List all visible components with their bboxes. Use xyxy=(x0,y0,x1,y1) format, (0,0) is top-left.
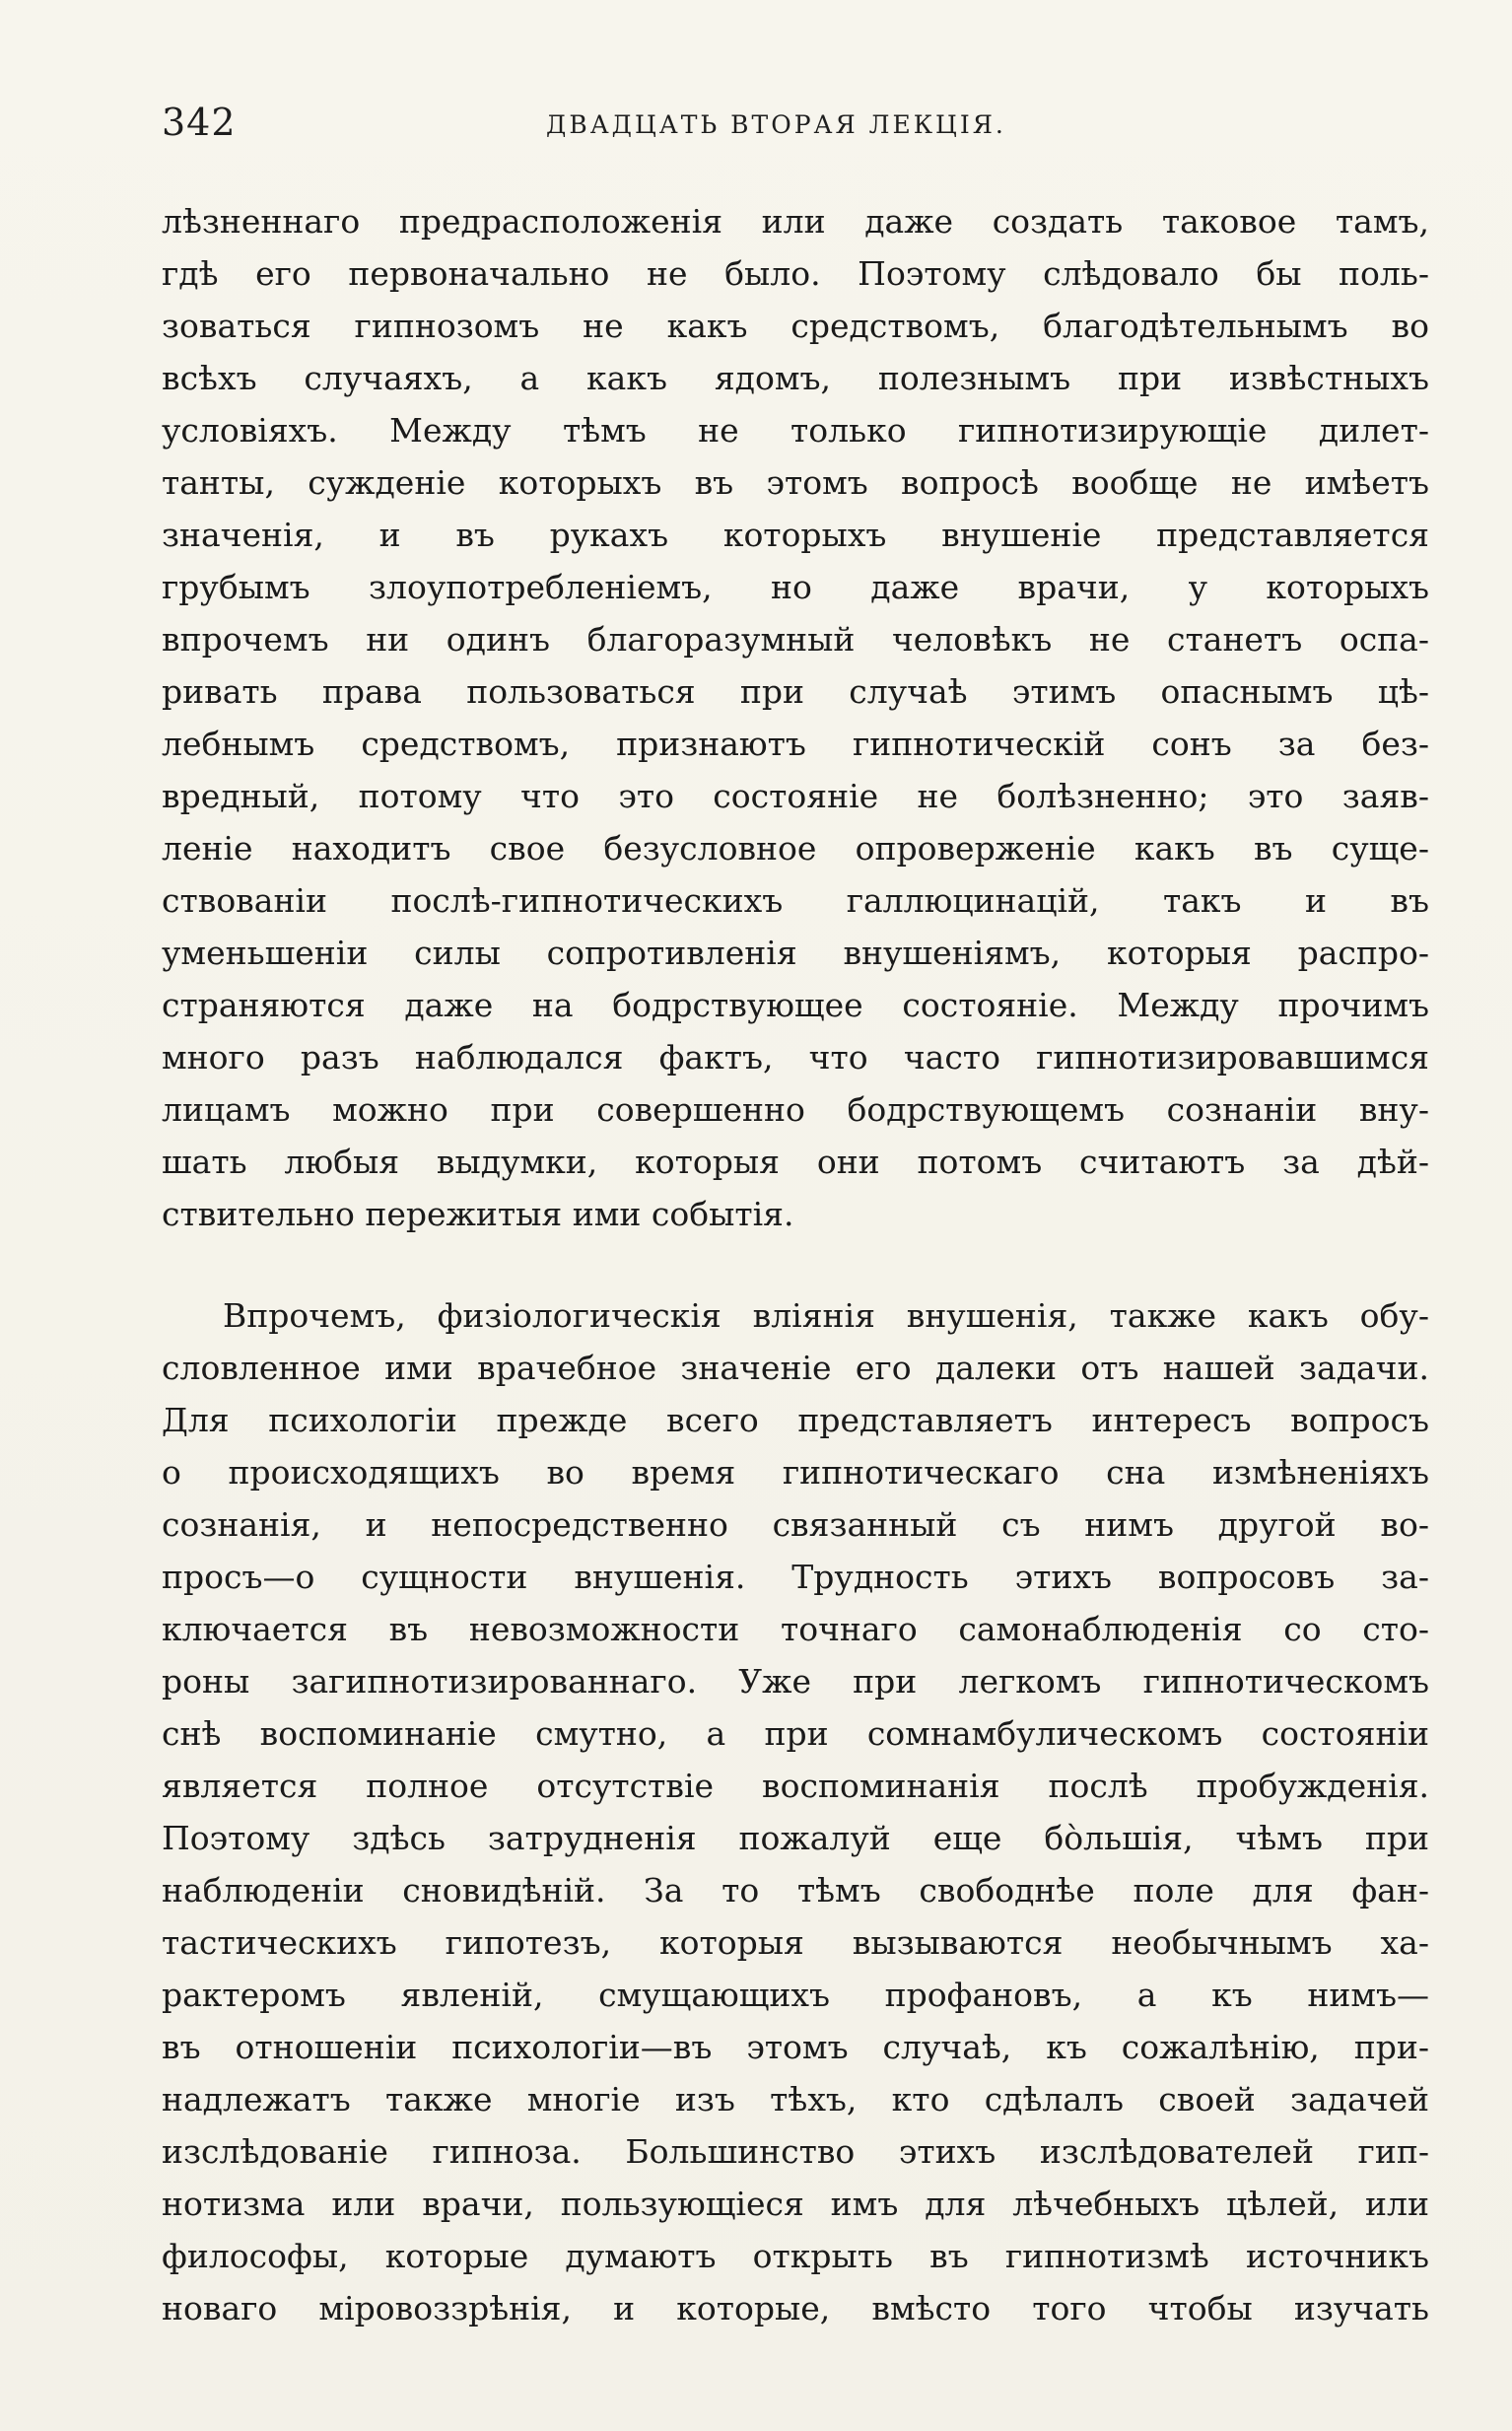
text-line: Для психологіи прежде всего представляетъ интересъ вопросъ xyxy=(162,1401,1429,1439)
text-line: новаго міровоззрѣнія, и которые, вмѣсто того чтобы изучать xyxy=(162,2289,1429,2327)
text-line: роны загипнотизированнаго. Уже при легкомъ гипнотическомъ xyxy=(162,1662,1429,1701)
paragraph-1 xyxy=(162,195,1429,1240)
text-line: условіяхъ. Между тѣмъ не только гипнотизирующіе дилет- xyxy=(162,411,1429,450)
text-line: тастическихъ гипотезъ, которыя вызываются необычнымъ ха- xyxy=(162,1923,1429,1962)
paragraph-2 xyxy=(162,1289,1429,2334)
text-line: вредный, потому что это состояніе не болѣзненно; это заяв- xyxy=(162,777,1429,815)
text-line: много разъ наблюдался фактъ, что часто гипнотизировавшимся xyxy=(162,1038,1429,1077)
text-line: лебнымъ средствомъ, признаютъ гипнотическій сонъ за без- xyxy=(162,725,1429,763)
text-line: изслѣдованіе гипноза. Большинство этихъ изслѣдователей гип- xyxy=(162,2132,1429,2171)
text-line: страняются даже на бодрствующее состояніе. Между прочимъ xyxy=(162,986,1429,1024)
running-title: ДВАДЦАТЬ ВТОРАЯ ЛЕКЦІЯ. xyxy=(546,110,1006,139)
text-line: ключается въ невозможности точнаго самонаблюденія со сто- xyxy=(162,1610,1429,1648)
page-number: 342 xyxy=(162,101,237,144)
text-line: нотизма или врачи, пользующіеся имъ для лѣчебныхъ цѣлей, или xyxy=(162,2185,1429,2223)
text-line: ствованіи послѣ-гипнотическихъ галлюцинацій, такъ и въ xyxy=(162,881,1429,920)
text-line: рактеромъ явленій, смущающихъ профановъ, а къ нимъ— xyxy=(162,1976,1429,2014)
text-line: танты, сужденіе которыхъ въ этомъ вопросѣ вообще не имѣетъ xyxy=(162,463,1429,502)
text-line: зоваться гипнозомъ не какъ средствомъ, благодѣтельнымъ во xyxy=(162,307,1429,345)
text-line: ривать права пользоваться при случаѣ этимъ опаснымъ цѣ- xyxy=(162,672,1429,711)
text-line: сознанія, и непосредственно связанный съ нимъ другой во- xyxy=(162,1505,1429,1544)
text-line: лѣзненнаго предрасположенія или даже создать таковое тамъ, xyxy=(162,202,1429,241)
text-line: ствительно пережитыя ими событія. xyxy=(162,1195,794,1233)
text-line: снѣ воспоминаніе смутно, а при сомнамбулическомъ состояніи xyxy=(162,1714,1429,1753)
text-line: шать любыя выдумки, которыя они потомъ считаютъ за дѣй- xyxy=(162,1143,1429,1181)
text-line: о происходящихъ во время гипнотическаго сна измѣненіяхъ xyxy=(162,1453,1429,1492)
text-line: грубымъ злоупотребленіемъ, но даже врачи, у которыхъ xyxy=(162,568,1429,606)
text-line: всѣхъ случаяхъ, а какъ ядомъ, полезнымъ при извѣстныхъ xyxy=(162,359,1429,397)
text-line: словленное ими врачебное значеніе его далеки отъ нашей задачи. xyxy=(162,1349,1429,1387)
text-line: значенія, и въ рукахъ которыхъ внушеніе представляется xyxy=(162,516,1429,554)
text-line: Поэтому здѣсь затрудненія пожалуй еще бòльшія, чѣмъ при xyxy=(162,1819,1429,1857)
text-line: леніе находитъ свое безусловное опроверженіе какъ въ суще- xyxy=(162,829,1429,868)
text-line: Впрочемъ, физіологическія вліянія внушенія, также какъ обу- xyxy=(223,1296,1429,1335)
text-line: наблюденіи сновидѣній. За то тѣмъ свободнѣе поле для фан- xyxy=(162,1871,1429,1910)
text-line: гдѣ его первоначально не было. Поэтому слѣдовало бы поль- xyxy=(162,254,1429,293)
text-line: въ отношеніи психологіи—въ этомъ случаѣ, къ сожалѣнію, при- xyxy=(162,2028,1429,2066)
running-head xyxy=(162,101,1429,150)
text-line: просъ—о сущности внушенія. Трудность этихъ вопросовъ за- xyxy=(162,1558,1429,1596)
text-line: является полное отсутствіе воспоминанія послѣ пробужденія. xyxy=(162,1767,1429,1805)
text-line: надлежатъ также многіе изъ тѣхъ, кто сдѣлалъ своей задачей xyxy=(162,2080,1429,2118)
text-line: уменьшеніи силы сопротивленія внушеніямъ, которыя распро- xyxy=(162,934,1429,972)
text-line: философы, которые думаютъ открыть въ гипнотизмѣ источникъ xyxy=(162,2237,1429,2275)
text-line: лицамъ можно при совершенно бодрствующемъ сознаніи вну- xyxy=(162,1090,1429,1129)
text-line: впрочемъ ни одинъ благоразумный человѣкъ не станетъ оспа- xyxy=(162,620,1429,659)
